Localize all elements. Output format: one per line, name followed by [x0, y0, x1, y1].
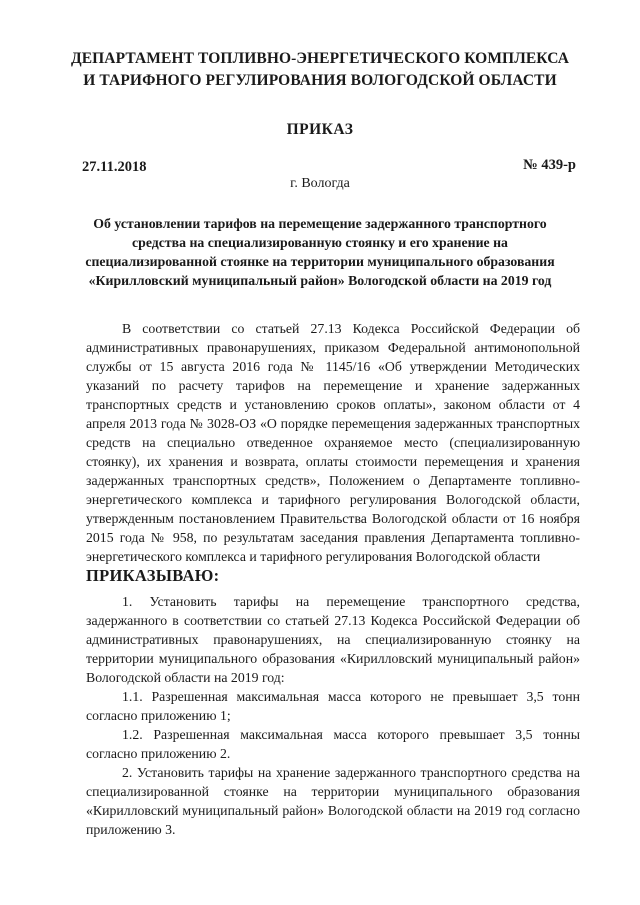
- item-2: 2. Установить тарифы на хранение задержанного транспортного средства на специализированной стоянке на территории муниципального образования «Кирилловский муниципальный район» Вологодской области на 2019 год согласно приложению 3.: [86, 765, 580, 837]
- preamble-paragraph: В соответствии со статьей 27.13 Кодекса Российской Федерации об административных правонарушениях, приказом Федеральной антимонопольной службы от 15 августа 2016 года № 1145/16 «Об утверждении Методических указаний по расчету тарифов на перемещение и хранение задержанных транспортных средств и установлению сроков оплаты», законом области от 4 апреля 2013 года № 3028-ОЗ «О порядке перемещения задержанных транспортных средств на специально отведенное охраняемое место (специализированную стоянку), их хранения и возврата, оплаты стоимости перемещения и хранения задержанных транспортных средств», Положением о Департаменте топливно-энергетического комплекса и тарифного регулирования Вологодской области, утвержденным постановлением Правительства Вологодской области от 16 ноября 2015 года № 958, по результатам заседания правления Департамента топливно-энергетического комплекса и тарифного регулирования Вологодской области: [86, 321, 580, 564]
- item-1-2: 1.2. Разрешенная максимальная масса которого превышает 3,5 тонны согласно приложению 2.: [86, 727, 580, 761]
- department-header: [60, 48, 580, 92]
- item-1-1: 1.1. Разрешенная максимальная масса которого не превышает 3,5 тонн согласно приложению 1;: [86, 689, 580, 723]
- order-word: ПРИКАЗЫВАЮ:: [86, 566, 220, 585]
- document-city: г. Вологда: [290, 176, 350, 191]
- order-items: [86, 592, 580, 839]
- document-number: № 439-р: [523, 157, 576, 173]
- preamble-block: [86, 319, 580, 585]
- item-1: 1. Установить тарифы на перемещение транспортного средства, задержанного в соответствии со статьей 27.13 Кодекса Российской Федерации об административных правонарушениях, на специализированную стоянку на территории муниципального образования «Кирилловский муниципальный район» Вологодской области на 2019 год:: [86, 594, 580, 685]
- document-type-title: ПРИКАЗ: [286, 121, 354, 138]
- header-line-2: И ТАРИФНОГО РЕГУЛИРОВАНИЯ ВОЛОГОДСКОЙ ОБЛАСТИ: [83, 72, 557, 89]
- header-line-1: ДЕПАРТАМЕНТ ТОПЛИВНО-ЭНЕРГЕТИЧЕСКОГО КОМПЛЕКСА: [70, 50, 570, 67]
- document-subject: Об установлении тарифов на перемещение задержанного транспортного средства на специализированную стоянку и его хранение на специализированной стоянке на территории муниципального образования «Кирилловский муниципальный район» Вологодской области на 2019 год: [85, 216, 555, 288]
- document-date: 27.11.2018: [82, 159, 147, 175]
